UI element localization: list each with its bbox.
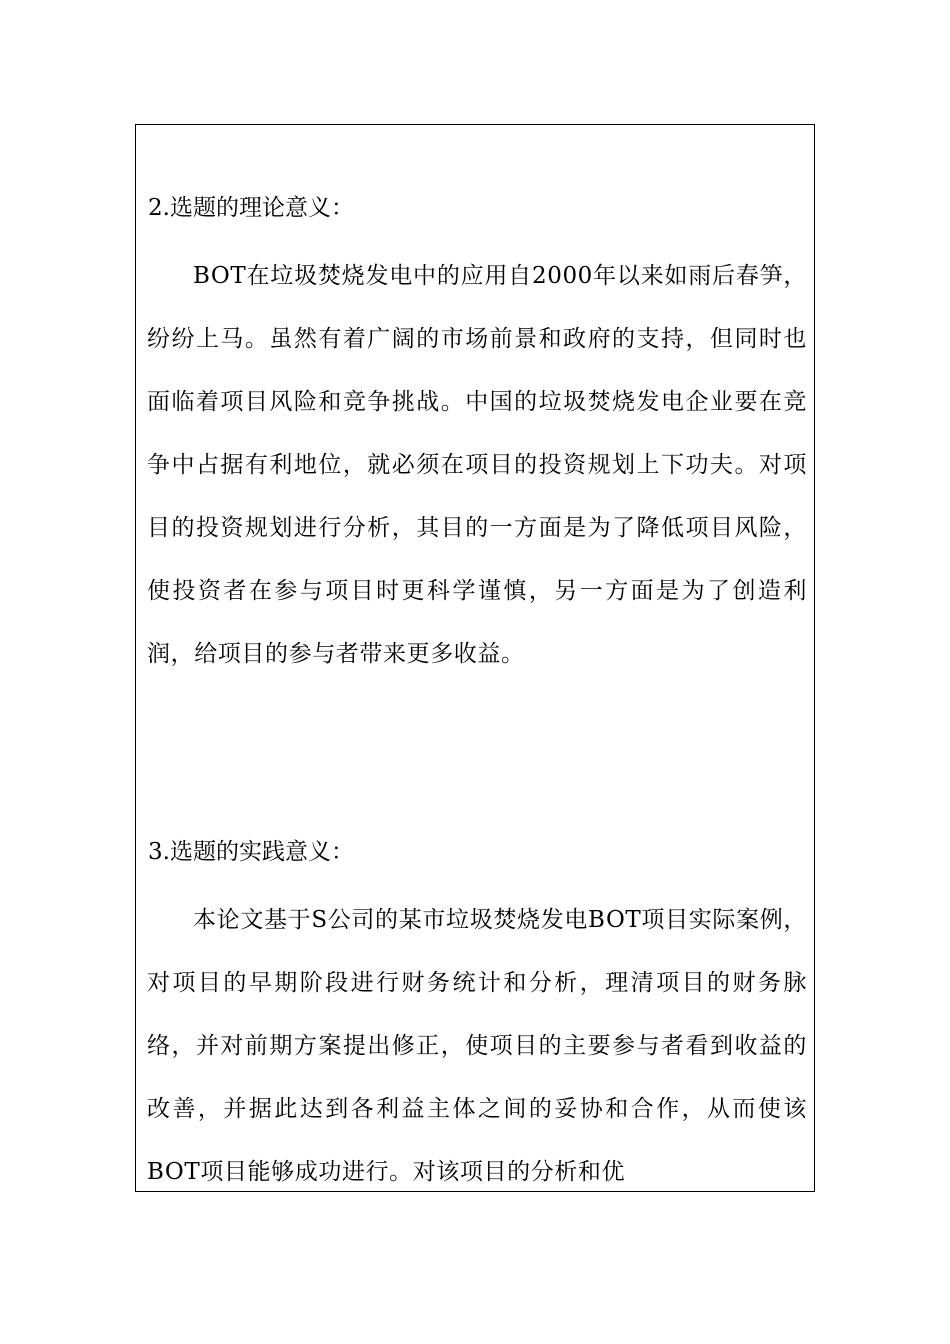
paragraph-practical: 本论文基于S公司的某市垃圾焚烧发电BOT项目实际案例，对项目的早期阶段进行财务统计和分析，理清项目的财务脉络，并对前期方案提出修正，使项目的主要参与者看到收益的改善，并据此达到各利益主体之间的妥协和合作，从而使该BOT项目能够成功进行。对该项目的分析和优 bbox=[147, 907, 807, 1185]
section-heading-practical: 3.选题的实践意义： bbox=[148, 839, 354, 865]
paragraph-theoretical: BOT在垃圾焚烧发电中的应用自2000年以来如雨后春笋，纷纷上马。虽然有着广阔的市场前景和政府的支持，但同时也面临着项目风险和竞争挑战。中国的垃圾焚烧发电企业要在竞争中占据有利地位，就必须在项目的投资规划上下功夫。对项目的投资规划进行分析，其目的一方面是为了降低项目风险，使投资者在参与项目时更科学谨慎，另一方面是为了创造利润，给项目的参与者带来更多收益。 bbox=[147, 263, 807, 667]
document-frame bbox=[135, 124, 815, 1192]
section-heading-theoretical: 2.选题的理论意义： bbox=[148, 195, 354, 221]
